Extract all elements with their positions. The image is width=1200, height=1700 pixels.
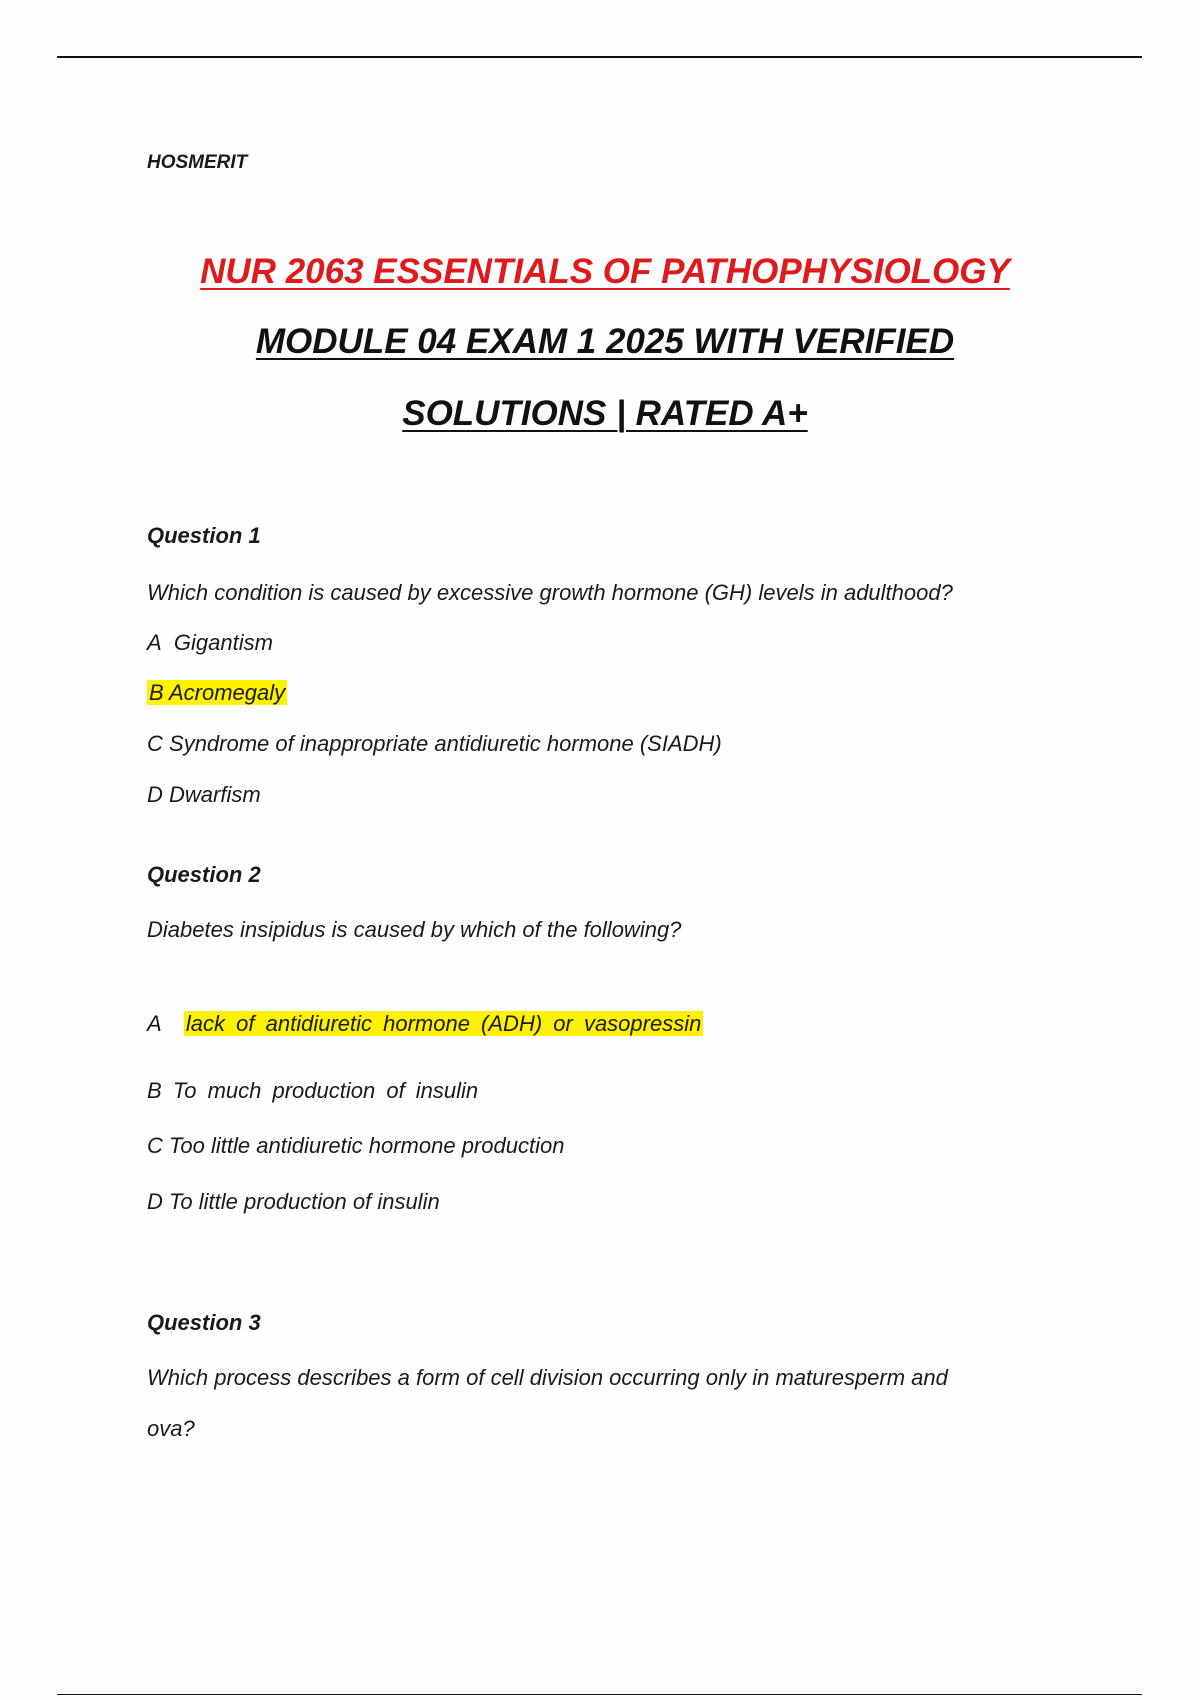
option-text: Too little antidiuretic hormone production [169, 1133, 565, 1158]
option-text: To little production of insulin [169, 1189, 440, 1214]
question-2-option-a [147, 1011, 703, 1037]
question-3-heading: Question 3 [147, 1310, 261, 1335]
header-label: HOSMERIT [147, 152, 248, 173]
option-letter: B [149, 680, 164, 705]
question-1-option-b [147, 680, 287, 706]
question-2-heading: Question 2 [147, 862, 261, 887]
option-text: Gigantism [173, 630, 273, 655]
question-1-heading: Question 1 [147, 523, 261, 548]
highlighted-answer [147, 680, 287, 705]
document-title-line-3: SOLUTIONS | RATED A+ [402, 394, 808, 433]
question-1-option-c [147, 731, 722, 757]
question-1-option-d [147, 782, 261, 808]
option-letter: D [147, 1189, 163, 1214]
question-2-option-c [147, 1133, 564, 1159]
question-2-option-b [147, 1078, 478, 1104]
question-1-option-a [147, 630, 273, 656]
option-letter: C [147, 1133, 163, 1158]
question-1-text: Which condition is caused by excessive growth hormone (GH) levels in adulthood? [147, 580, 953, 605]
top-rule [57, 56, 1142, 58]
highlighted-answer: lack of antidiuretic hormone (ADH) or vasopressin [185, 1011, 702, 1036]
question-3-text-line-2: ova? [147, 1416, 195, 1441]
option-letter: D [147, 782, 163, 807]
option-text: Dwarfism [169, 782, 261, 807]
option-text: Acromegaly [168, 680, 286, 705]
option-letter: A [147, 1011, 162, 1036]
option-letter: B [147, 1078, 162, 1103]
document-title-line-2: MODULE 04 EXAM 1 2025 WITH VERIFIED [255, 322, 955, 361]
question-3-text-line-1: Which process describes a form of cell division occurring only in maturesperm and [147, 1365, 948, 1390]
option-text: Syndrome of inappropriate antidiuretic hormone (SIADH) [169, 731, 722, 756]
question-2-option-d [147, 1189, 440, 1215]
option-text: To much production of insulin [172, 1078, 479, 1103]
option-letter: A [147, 630, 162, 655]
option-letter: C [147, 731, 163, 756]
document-title-line-1: NUR 2063 ESSENTIALS OF PATHOPHYSIOLOGY [200, 252, 1010, 291]
question-2-text: Diabetes insipidus is caused by which of the following? [147, 917, 682, 942]
bottom-rule [57, 1694, 1142, 1695]
